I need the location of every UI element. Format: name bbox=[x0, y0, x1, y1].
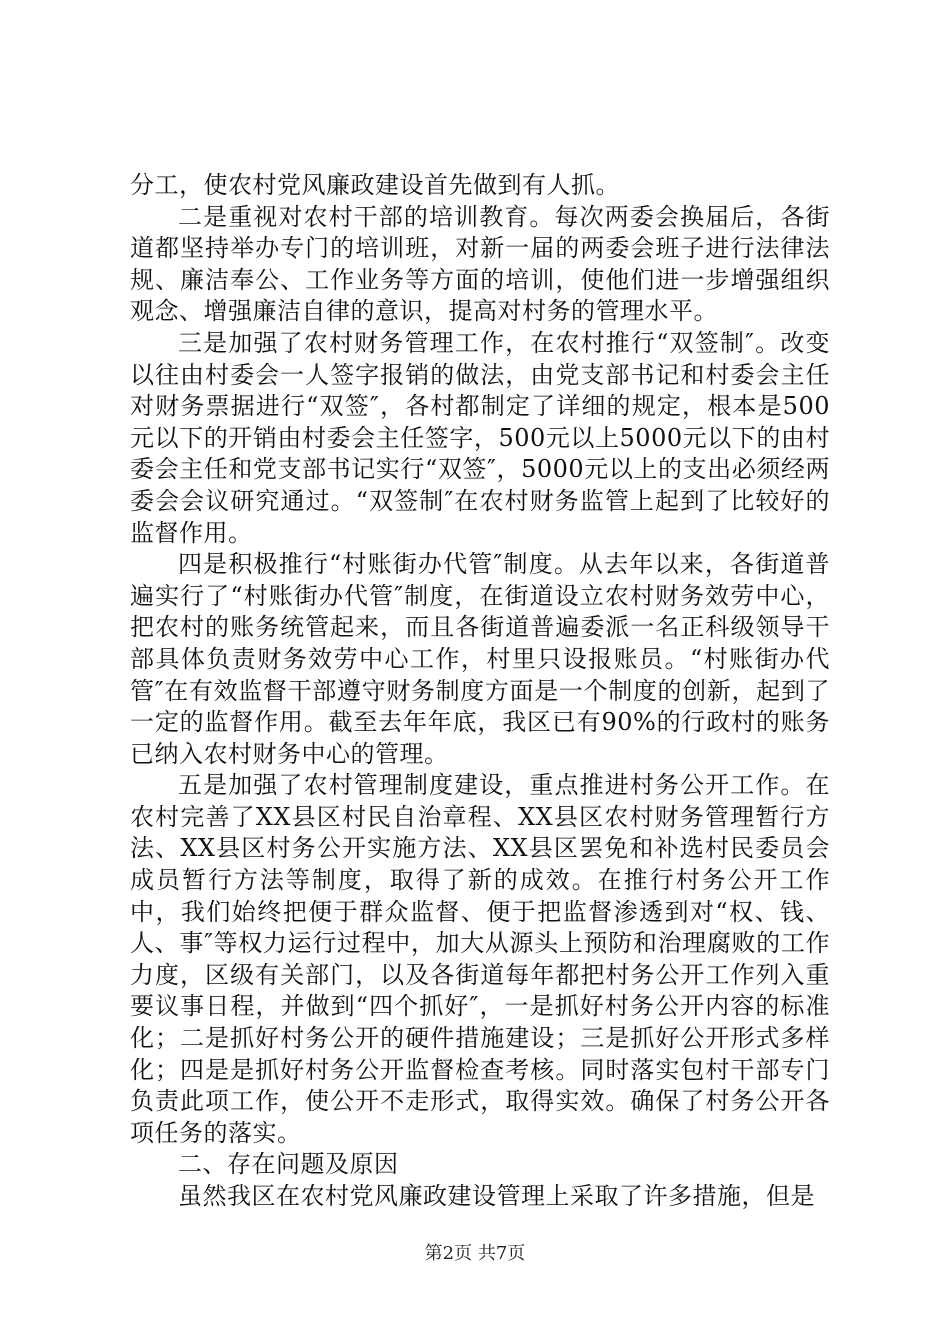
paragraph-3: 三是加强了农村财务管理工作，在农村推行“双签制″。改变以往由村委会一人签字报销的做法，由党支部书记和村委会主任对财务票据进行“双签″，各村都制定了详细的规定，根本是500元以下的开销由村委会主任签字，500元以上5000元以下的由村委会主任和党支部书记实行“双签″，5000元以上的支出必须经两委会会议研究通过。“双签制″在农村财务监管上起到了比较好的监督作用。 bbox=[130, 328, 830, 547]
document-body bbox=[130, 170, 830, 1213]
paragraph-5: 五是加强了农村管理制度建设，重点推进村务公开工作。在农村完善了XX县区村民自治章程、XX县区农村财务管理暂行方法、XX县区村务公开实施方法、XX县区罢免和补选村民委员会成员暂行方法等制度，取得了新的成效。在推行村务公开工作中，我们始终把便于群众监督、便于把监督渗透到对“权、钱、人、事″等权力运行过程中，加大从源头上预防和治理腐败的工作力度，区级有关部门，以及各街道每年都把村务公开工作列入重要议事日程，并做到“四个抓好″，一是抓好村务公开内容的标准化；二是抓好村务公开的硬件措施建设；三是抓好公开形式多样化；四是是抓好村务公开监督检查考核。同时落实包村干部专门负责此项工作，使公开不走形式，取得实效。确保了村务公开各项任务的落实。 bbox=[130, 771, 830, 1147]
paragraph-1: 分工，使农村党风廉政建设首先做到有人抓。 bbox=[130, 171, 620, 199]
paragraph-2: 二是重视对农村干部的培训教育。每次两委会换届后，各街道都坚持举办专门的培训班，对新一届的两委会班子进行法律法规、廉洁奉公、工作业务等方面的培训，使他们进一步增强组织观念、增强廉洁自律的意识，提高对村务的管理水平。 bbox=[130, 202, 830, 326]
page-number-footer: 第2页 共7页 bbox=[424, 1243, 526, 1264]
paragraph-4: 四是积极推行“村账街办代管″制度。从去年以来，各街道普遍实行了“村账街办代管″制度，在街道设立农村财务效劳中心，把农村的账务统管起来，而且各街道普遍委派一名正科级领导干部具体负责财务效劳中心工作，村里只设报账员。“村账街办代管″在有效监督干部遵守财务制度方面是一个制度的创新，起到了一定的监督作用。截至去年年底，我区已有90%的行政村的账务已纳入农村财务中心的管理。 bbox=[130, 550, 830, 768]
section-heading: 二、存在问题及原因 bbox=[178, 1150, 399, 1179]
paragraph-7: 虽然我区在农村党风廉政建设管理上采取了许多措施，但是 bbox=[178, 1182, 815, 1210]
